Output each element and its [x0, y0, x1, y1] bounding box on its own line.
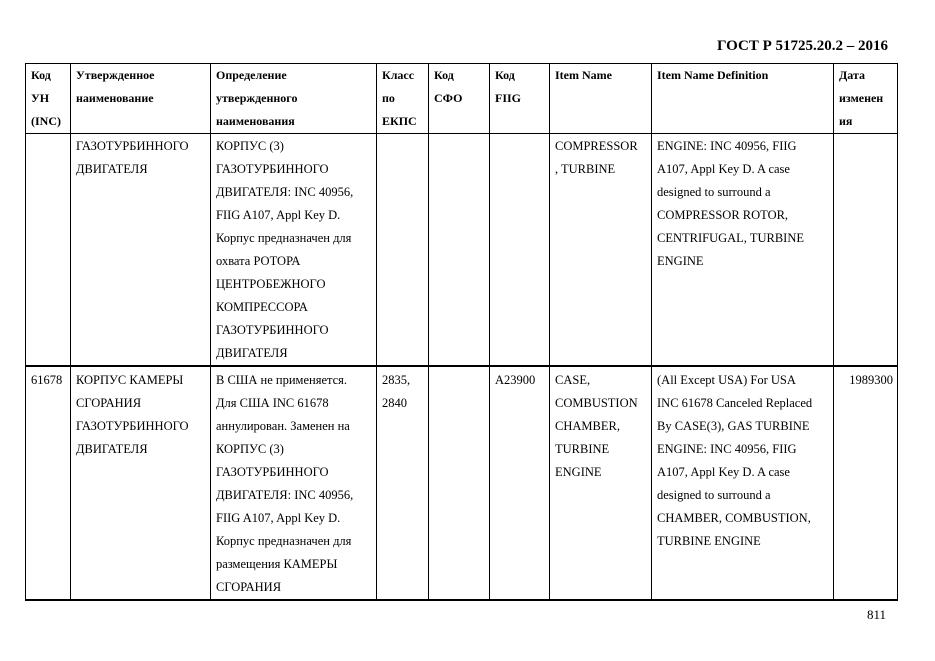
cell-text-line: размещения КАМЕРЫ [216, 557, 338, 571]
cell-text-line: FIIG A107, Appl Key D. [216, 208, 341, 222]
table-cell-class [377, 366, 429, 600]
cell-text-line: (All Except USA) For USA [657, 373, 796, 387]
cell-text-line: A107, Appl Key D. A case [657, 465, 790, 479]
column-header-line: Item Name [555, 68, 612, 82]
cell-text-line: A107, Appl Key D. A case [657, 162, 790, 176]
column-header-line: ЕКПС [382, 114, 417, 128]
cell-text-line: ДВИГАТЕЛЯ: INC 40956, [216, 185, 354, 199]
cell-text-line: В США не применяется. [216, 373, 348, 387]
column-header-col-item-def [652, 64, 834, 134]
table-header-row [26, 64, 898, 134]
document-header: ГОСТ Р 51725.20.2 – 2016 [716, 38, 888, 54]
cell-text-line: ДВИГАТЕЛЯ [76, 442, 148, 456]
cell-text-line: 2835, [382, 373, 411, 387]
column-header-col-fiig [490, 64, 550, 134]
cell-text-line: TURBINE [555, 442, 610, 456]
cell-text-line: ENGINE: INC 40956, FIIG [657, 442, 797, 456]
table-cell-item-name [550, 134, 652, 367]
table-cell-inc [26, 134, 71, 367]
table-cell-item-name [550, 366, 652, 600]
table-cell-sfo [429, 134, 490, 367]
column-header-line: ия [839, 114, 853, 128]
cell-text-line: охвата РОТОРА [216, 254, 301, 268]
column-header-line: Определение [216, 68, 287, 82]
table-cell-sfo [429, 366, 490, 600]
cell-text-line: Корпус предназначен для [216, 231, 352, 245]
cell-text-line: КОМПРЕССОРА [216, 300, 308, 314]
cell-text-line: TURBINE ENGINE [657, 534, 761, 548]
column-header-line: наименование [76, 91, 154, 105]
cell-text-line: ДВИГАТЕЛЯ [216, 346, 288, 360]
cell-text-line: CASE, [555, 373, 591, 387]
column-header-line: Код [495, 68, 515, 82]
table-cell-name [71, 366, 211, 600]
table-cell-date [834, 134, 898, 367]
cell-text-line: аннулирован. Заменен на [216, 419, 350, 433]
table-body [26, 134, 898, 601]
cell-text-line: КОРПУС КАМЕРЫ [76, 373, 184, 387]
column-header-col-name [71, 64, 211, 134]
cell-text-line: КОРПУС (3) [216, 139, 284, 153]
cell-text-line: ENGINE: INC 40956, FIIG [657, 139, 797, 153]
table-cell-definition [211, 366, 377, 600]
column-header-line: (INC) [31, 114, 61, 128]
column-header-line: наименования [216, 114, 295, 128]
cell-text-line: designed to surround a [657, 488, 771, 502]
table-row [26, 366, 898, 600]
cell-text-line: designed to surround a [657, 185, 771, 199]
column-header-line: Дата [839, 68, 865, 82]
cell-text-line: ГАЗОТУРБИННОГО [216, 465, 329, 479]
cell-text-line: CENTRIFUGAL, TURBINE [657, 231, 804, 245]
page-number: 811 [866, 607, 886, 622]
column-header-col-sfo [429, 64, 490, 134]
cell-text-line: ДВИГАТЕЛЯ: INC 40956, [216, 488, 354, 502]
column-header-line: УН [31, 91, 50, 105]
catalog-table [25, 63, 898, 601]
column-header-col-date [834, 64, 898, 134]
cell-text-line: CHAMBER, COMBUSTION, [657, 511, 811, 525]
column-header-line: утвержденного [216, 91, 298, 105]
column-header-col-item-name [550, 64, 652, 134]
table-cell-fiig [490, 134, 550, 367]
table-cell-inc [26, 366, 71, 600]
column-header-line: Код [434, 68, 454, 82]
cell-text-line: INC 61678 Canceled Replaced [657, 396, 813, 410]
cell-text-line: ДВИГАТЕЛЯ [76, 162, 148, 176]
column-header-col-class [377, 64, 429, 134]
cell-text-line: A23900 [495, 373, 536, 387]
cell-text-line: 1989300 [849, 373, 893, 387]
table-row [26, 134, 898, 367]
cell-text-line: Корпус предназначен для [216, 534, 352, 548]
cell-text-line: ЦЕНТРОБЕЖНОГО [216, 277, 326, 291]
cell-text-line: Для США INC 61678 [216, 396, 329, 410]
table-cell-date [834, 366, 898, 600]
column-header-line: FIIG [495, 91, 522, 105]
column-header-line: Класс [382, 68, 415, 82]
column-header-line: Item Name Definition [657, 68, 769, 82]
cell-text-line: , TURBINE [555, 162, 616, 176]
cell-text-line: COMBUSTION [555, 396, 638, 410]
table-cell-item-def [652, 366, 834, 600]
column-header-col-definition [211, 64, 377, 134]
cell-text-line: COMPRESSOR ROTOR, [657, 208, 789, 222]
table-cell-name [71, 134, 211, 367]
table-cell-class [377, 134, 429, 367]
cell-text-line: 61678 [31, 373, 63, 387]
column-header-line: СФО [434, 91, 463, 105]
column-header-line: изменен [839, 91, 884, 105]
cell-text-line: КОРПУС (3) [216, 442, 284, 456]
cell-text-line: CHAMBER, [555, 419, 620, 433]
column-header-line: по [382, 91, 395, 105]
table-cell-fiig [490, 366, 550, 600]
cell-text-line: ГАЗОТУРБИННОГО [216, 323, 329, 337]
cell-text-line: ENGINE [657, 254, 704, 268]
cell-text-line: 2840 [382, 396, 407, 410]
cell-text-line: ГАЗОТУРБИННОГО [216, 162, 329, 176]
column-header-line: Утвержденное [76, 68, 155, 82]
cell-text-line: By CASE(3), GAS TURBINE [657, 419, 810, 433]
table-cell-definition [211, 134, 377, 367]
column-header-col-inc [26, 64, 71, 134]
cell-text-line: СГОРАНИЯ [216, 580, 282, 594]
column-header-line: Код [31, 68, 51, 82]
cell-text-line: ГАЗОТУРБИННОГО [76, 139, 189, 153]
cell-text-line: СГОРАНИЯ [76, 396, 142, 410]
cell-text-line: COMPRESSOR [555, 139, 638, 153]
cell-text-line: ENGINE [555, 465, 602, 479]
cell-text-line: ГАЗОТУРБИННОГО [76, 419, 189, 433]
cell-text-line: FIIG A107, Appl Key D. [216, 511, 341, 525]
table-cell-item-def [652, 134, 834, 367]
